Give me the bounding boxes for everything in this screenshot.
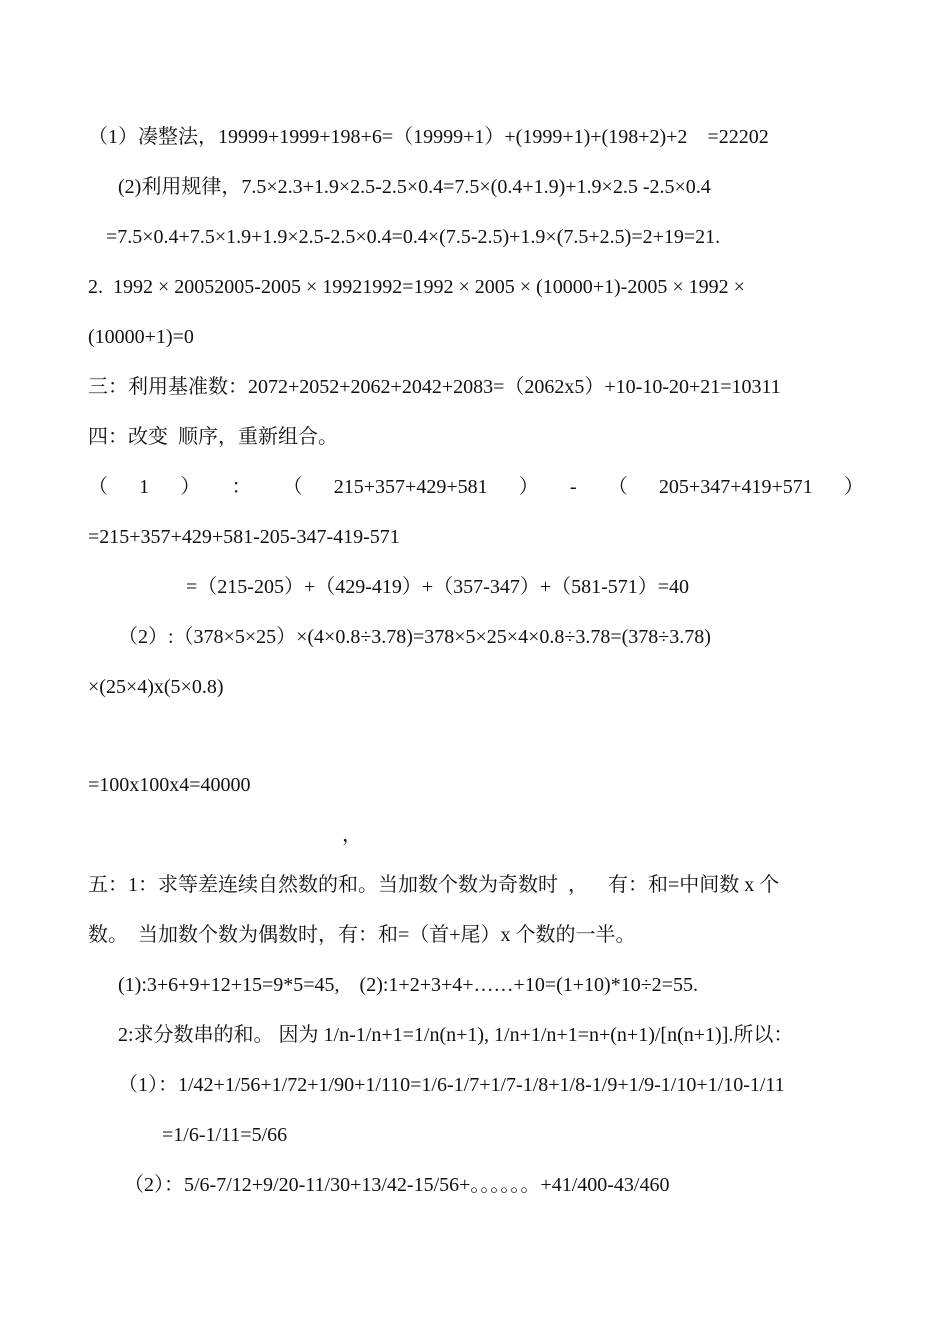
line-18: 2:求分数串的和。 因为 1/n-1/n+1=1/n(n+1), 1/n+1/n+1=n+(n+1)/[n(n+1)].所以： <box>118 1024 794 1046</box>
line-3: =7.5×0.4+7.5×1.9+1.9×2.5-2.5×0.4=0.4×(7.5-2.5)+1.9×(7.5+2.5)=2+19=21. <box>106 226 721 248</box>
line-20: =1/6-1/11=5/66 <box>162 1124 288 1146</box>
line-7: 四：改变 顺序，重新组合。 <box>88 426 338 448</box>
row-token: （ <box>282 476 303 498</box>
line-12: ×(25×4)x(5×0.8) <box>88 676 224 698</box>
line-14: ， <box>342 824 362 846</box>
row-token: ） <box>180 476 201 498</box>
row-token: 215+357+429+581 <box>333 476 488 498</box>
row-token: （ <box>88 476 108 498</box>
row-token: ： <box>231 476 252 498</box>
row-token: （ <box>607 476 628 498</box>
line-13: =100x100x4=40000 <box>88 774 251 796</box>
line-17: (1):3+6+9+12+15=9*5=45, (2):1+2+3+4+……+10=(1+10)*10÷2=55. <box>118 974 698 996</box>
line-1: （1）凑整法，19999+1999+198+6=（19999+1）+(1999+1)+(198+2)+2 =22202 <box>88 126 769 148</box>
line-19: （1）：1/42+1/56+1/72+1/90+1/110=1/6-1/7+1/7-1/8+1/8-1/9+1/9-1/10+1/10-1/11 <box>118 1074 785 1096</box>
line-15: 五：1：求等差连续自然数的和。当加数个数为奇数时 ， 有：和=中间数 x 个 <box>88 874 780 896</box>
line-2: (2)利用规律，7.5×2.3+1.9×2.5-2.5×0.4=7.5×(0.4+1.9)+1.9×2.5 -2.5×0.4 <box>118 176 711 198</box>
line-21: （2）：5/6-7/12+9/20-11/30+13/42-15/56+。。。。。。+41/400-43/460 <box>124 1174 670 1196</box>
row-token: ） <box>843 476 864 498</box>
line-9: =215+357+429+581-205-347-419-571 <box>88 526 400 548</box>
row-token: 1 <box>139 476 150 498</box>
line-11: （2）:（378×5×25）×(4×0.8÷3.78)=378×5×25×4×0.8÷3.78=(378÷3.78) <box>118 626 711 648</box>
line-16: 数。 当加数个数为偶数时，有：和=（首+尾）x 个数的一半。 <box>88 924 636 946</box>
row-token: 205+347+419+571 <box>658 476 813 498</box>
row-token: - <box>569 476 577 498</box>
line-4: 2. 1992 × 20052005-2005 × 19921992=1992 × 2005 × (10000+1)-2005 × 1992 × <box>88 276 745 298</box>
line-8-justified <box>88 474 864 500</box>
line-10: =（215-205）+（429-419）+（357-347）+（581-571）=40 <box>186 576 690 598</box>
row-token: ） <box>518 476 539 498</box>
line-6: 三：利用基准数：2072+2052+2062+2042+2083=（2062x5）+10-10-20+21=10311 <box>88 376 781 398</box>
line-5: (10000+1)=0 <box>88 326 194 348</box>
